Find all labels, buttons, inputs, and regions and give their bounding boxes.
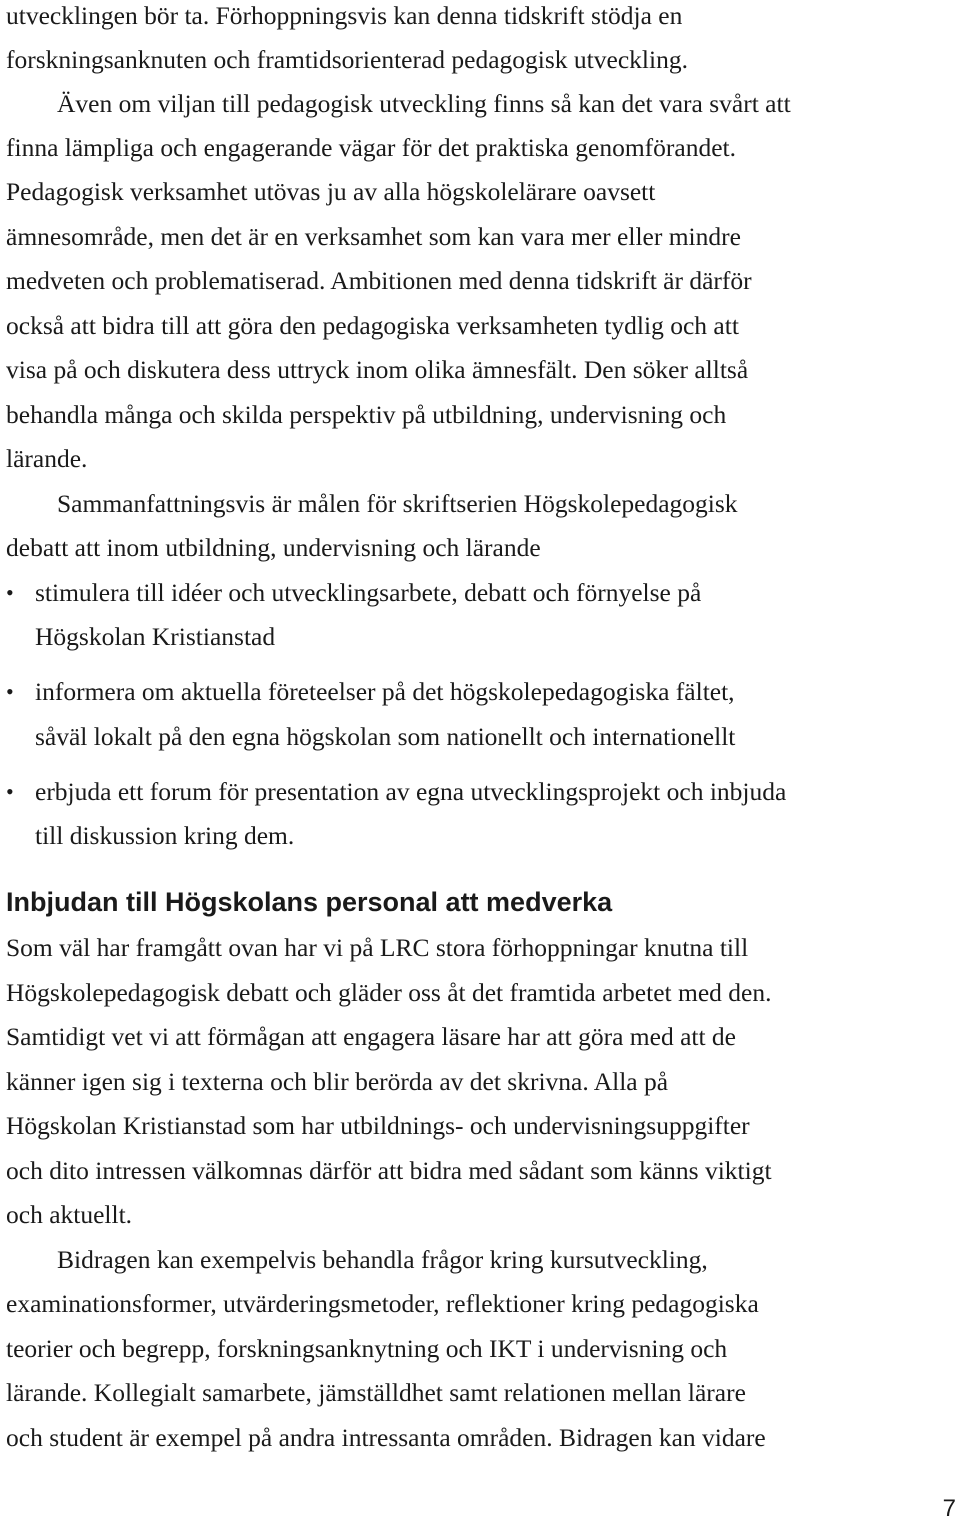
list-item-line: stimulera till idéer och utvecklingsarbete, debatt och förnyelse på [35, 578, 702, 607]
text-line: Även om viljan till pedagogisk utveckling finns så kan det vara svårt att [6, 89, 791, 118]
text-line: Pedagogisk verksamhet utövas ju av alla högskolelärare oavsett [6, 177, 656, 206]
text-line: examinationsformer, utvärderingsmetoder, reflektioner kring pedagogiska [6, 1289, 759, 1318]
text-line: medveten och problematiserad. Ambitionen med denna tidskrift är därför [6, 266, 752, 295]
list-item-line: såväl lokalt på den egna högskolan som nationellt och internationellt [35, 722, 736, 751]
bullet-marker: • [6, 679, 14, 704]
text-line: och aktuellt. [6, 1200, 133, 1229]
list-item-line: till diskussion kring dem. [35, 821, 295, 850]
text-line: forskningsanknuten och framtidsorienterad pedagogisk utveckling. [6, 45, 688, 74]
text-line: ämnesområde, men det är en verksamhet som kan vara mer eller mindre [6, 222, 741, 251]
text-line: Som väl har framgått ovan har vi på LRC stora förhoppningar knutna till [6, 933, 749, 962]
text-line: Sammanfattningsvis är målen för skriftserien Högskolepedagogisk [6, 489, 738, 518]
text-line: utvecklingen bör ta. Förhoppningsvis kan denna tidskrift stödja en [6, 1, 683, 30]
list-item-line: informera om aktuella företeelser på det högskolepedagogiska fältet, [35, 677, 735, 706]
text-line: visa på och diskutera dess uttryck inom olika ämnesfält. Den söker alltså [6, 355, 749, 384]
bullet-marker: • [6, 580, 14, 605]
list-item-line: Högskolan Kristianstad [35, 622, 276, 651]
text-line: känner igen sig i texterna och blir berörda av det skrivna. Alla på [6, 1067, 669, 1096]
text-line: lärande. [6, 444, 88, 473]
text-line: och student är exempel på andra intressanta områden. Bidragen kan vidare [6, 1423, 766, 1452]
list-item-line: erbjuda ett forum för presentation av egna utvecklingsprojekt och inbjuda [35, 777, 787, 806]
text-line: finna lämpliga och engagerande vägar för det praktiska genomförandet. [6, 133, 736, 162]
page-number: 7 [942, 1495, 956, 1522]
text-line: Samtidigt vet vi att förmågan att engagera läsare har att göra med att de [6, 1022, 736, 1051]
section-heading: Inbjudan till Högskolans personal att medverka [6, 887, 613, 917]
text-line: lärande. Kollegialt samarbete, jämställdhet samt relationen mellan lärare [6, 1378, 746, 1407]
text-line: teorier och begrepp, forskningsanknytning och IKT i undervisning och [6, 1334, 728, 1363]
text-line: Högskolepedagogisk debatt och gläder oss åt det framtida arbetet med den. [6, 978, 772, 1007]
text-line: debatt att inom utbildning, undervisning och lärande [6, 533, 541, 562]
text-line: också att bidra till att göra den pedagogiska verksamheten tydlig och att [6, 311, 739, 340]
bullet-marker: • [6, 779, 14, 804]
text-line: behandla många och skilda perspektiv på utbildning, undervisning och [6, 400, 727, 429]
text-line: Högskolan Kristianstad som har utbildnings- och undervisningsuppgifter [6, 1111, 750, 1140]
text-line: och dito intressen välkomnas därför att bidra med sådant som känns viktigt [6, 1156, 772, 1185]
text-line: Bidragen kan exempelvis behandla frågor kring kursutveckling, [6, 1245, 708, 1274]
